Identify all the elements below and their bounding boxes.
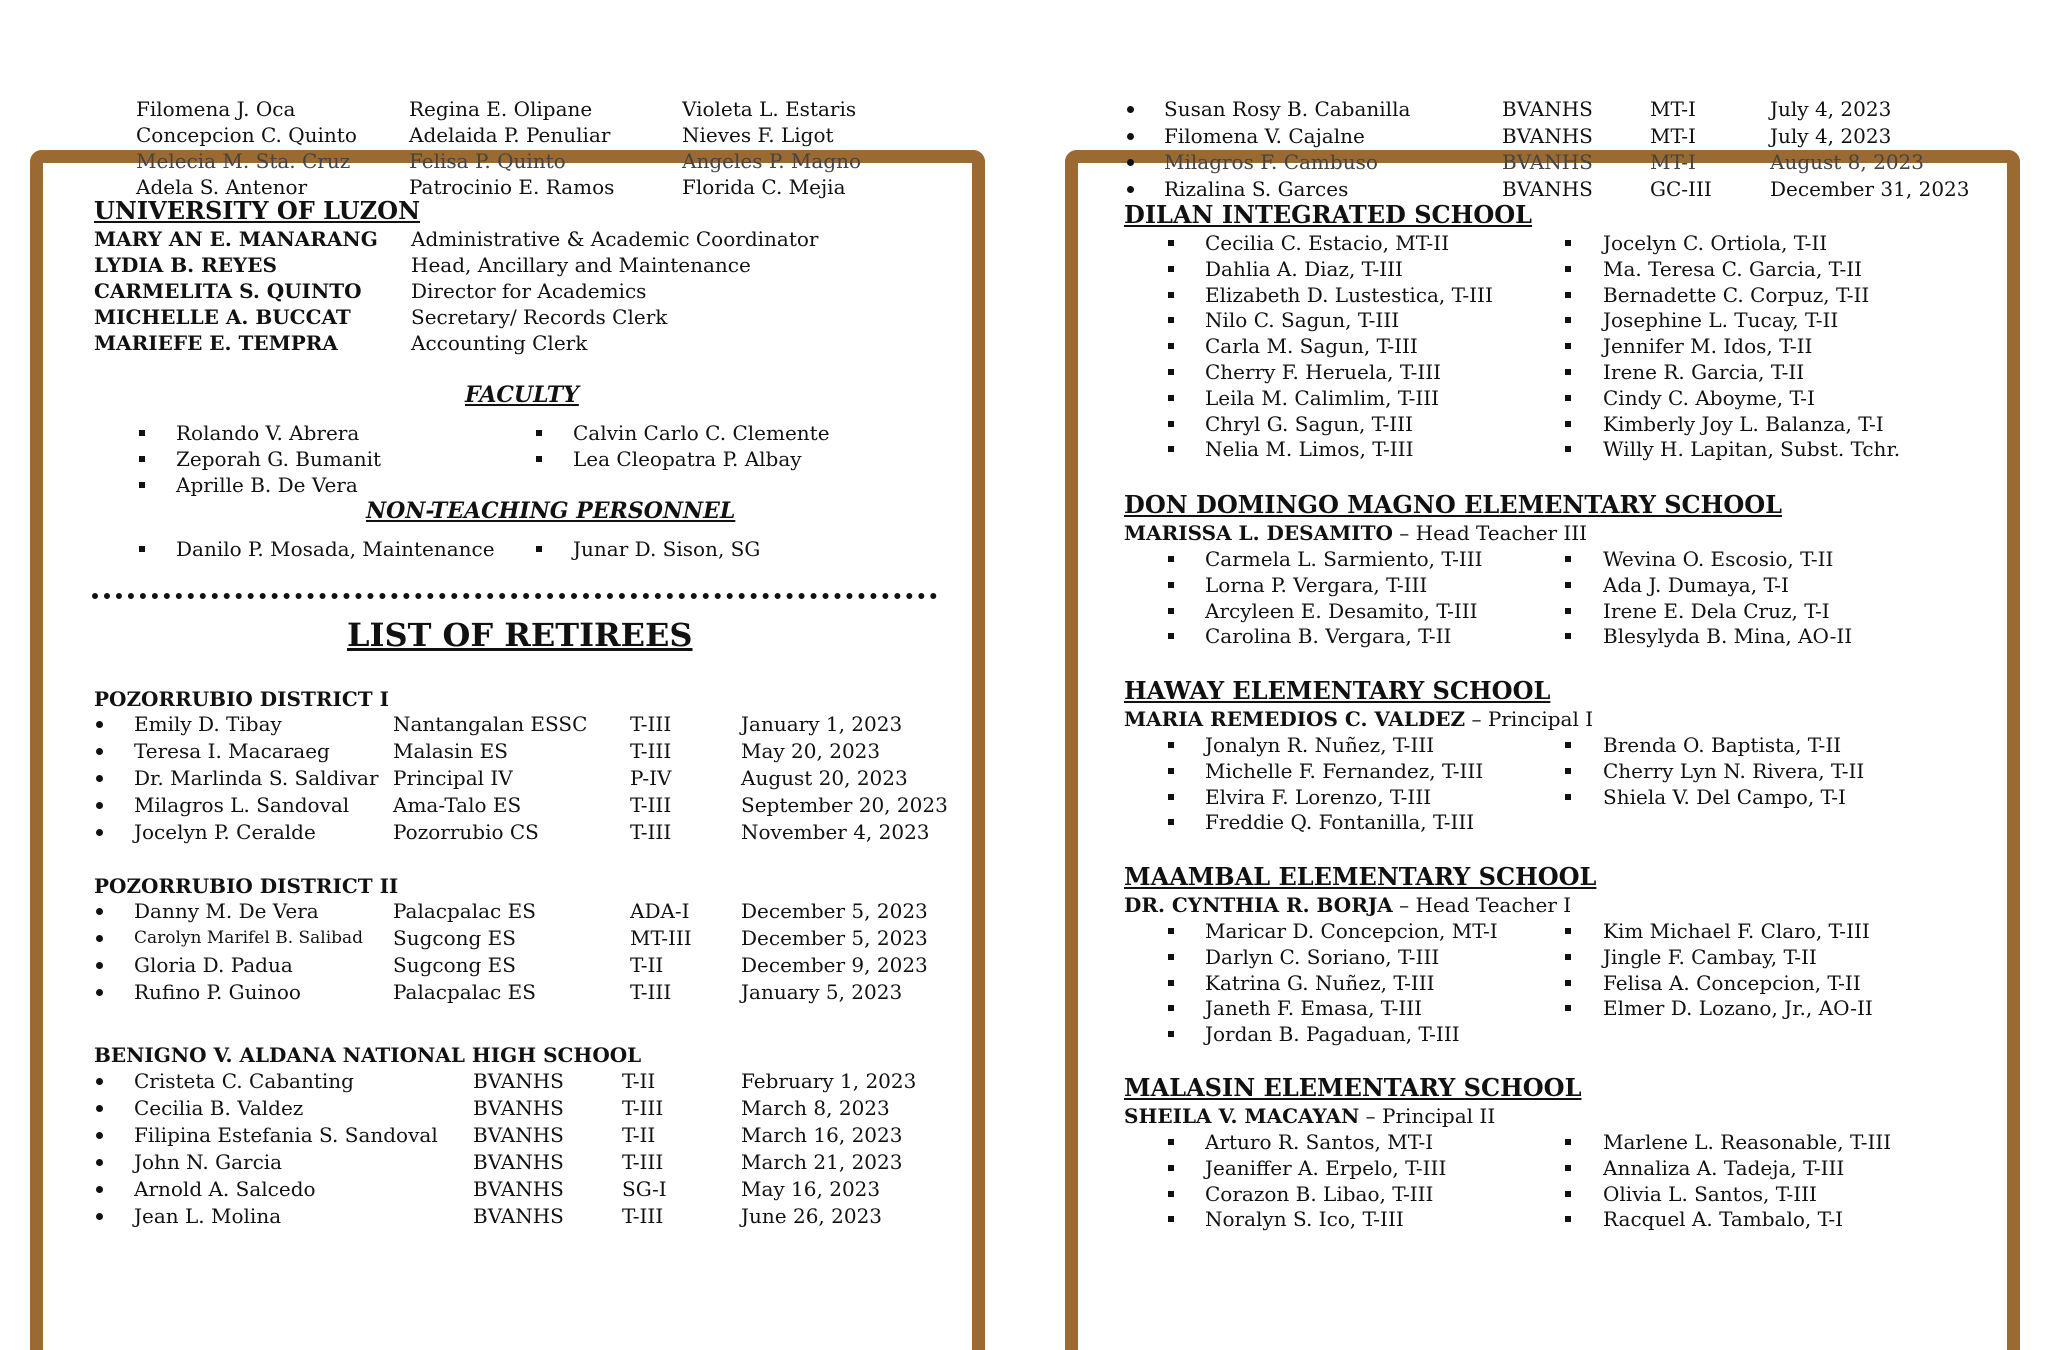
retiree-cell: December 31, 2023	[1770, 176, 1970, 201]
staff-item: Arcyleen E. Desamito, T-III	[1205, 598, 1478, 623]
staff-item: Noralyn S. Ico, T-III	[1205, 1207, 1404, 1232]
name-entry: Adelaida P. Penuliar	[409, 123, 611, 147]
staff-item: Brenda O. Baptista, T-II	[1603, 733, 1842, 757]
retiree-cell: Teresa I. Macaraeg	[134, 739, 330, 763]
staff-item: Cecilia C. Estacio, MT-II	[1205, 231, 1450, 255]
retiree-cell: John N. Garcia	[134, 1150, 283, 1174]
retiree-cell: March 16, 2023	[741, 1123, 903, 1147]
square-bullet-icon	[536, 546, 542, 552]
round-bullet-icon	[1127, 159, 1134, 166]
retiree-cell: March 8, 2023	[741, 1096, 890, 1120]
staff-name: CARMELITA S. QUINTO	[94, 279, 362, 303]
retiree-cell: Palacpalac ES	[393, 899, 536, 923]
retirees-title: LIST OF RETIREES	[347, 616, 693, 654]
name-entry: Angeles P. Magno	[682, 149, 862, 173]
name-entry: Violeta L. Estaris	[682, 97, 857, 121]
retiree-cell: Pozorrubio CS	[393, 820, 539, 844]
square-bullet-icon	[139, 546, 145, 552]
retiree-cell: Sugcong ES	[393, 953, 516, 977]
staff-item: Nelia M. Limos, T-III	[1205, 437, 1414, 462]
round-bullet-icon	[1127, 133, 1134, 140]
retiree-cell: BVANHS	[473, 1150, 564, 1174]
retiree-cell: Rufino P. Guinoo	[134, 980, 301, 1004]
staff-item: Kim Michael F. Claro, T-III	[1603, 919, 1870, 943]
square-bullet-icon	[1168, 1139, 1174, 1145]
nonteaching-item: Danilo P. Mosada, Maintenance	[176, 537, 495, 561]
retiree-cell: Susan Rosy B. Cabanilla	[1164, 97, 1411, 121]
round-bullet-icon	[96, 1159, 103, 1166]
name-entry: Patrocinio E. Ramos	[409, 175, 615, 199]
square-bullet-icon	[139, 456, 145, 462]
retiree-cell: December 9, 2023	[741, 953, 928, 977]
square-bullet-icon	[1565, 582, 1571, 588]
staff-item: Carolina B. Vergara, T-II	[1205, 624, 1452, 649]
retiree-cell: Arnold A. Salcedo	[134, 1177, 316, 1201]
head-name: MARISSA L. DESAMITO	[1124, 521, 1393, 545]
retiree-cell: Filomena V. Cajalne	[1164, 123, 1365, 148]
staff-item: Jennifer M. Idos, T-II	[1603, 334, 1813, 359]
square-bullet-icon	[1168, 421, 1174, 427]
name-entry: Florida C. Mejia	[682, 175, 846, 199]
square-bullet-icon	[1168, 582, 1174, 588]
retiree-cell: T-III	[630, 793, 672, 817]
retiree-cell: BVANHS	[473, 1123, 564, 1147]
square-bullet-icon	[1168, 1216, 1174, 1222]
retiree-cell: BVANHS	[1502, 150, 1593, 174]
head-name: SHEILA V. MACAYAN	[1124, 1104, 1360, 1128]
school-head	[1124, 706, 1593, 732]
faculty-item: Rolando V. Abrera	[176, 421, 360, 445]
retiree-cell: P-IV	[630, 766, 672, 790]
square-bullet-icon	[1565, 742, 1571, 748]
retiree-cell: Gloria D. Padua	[134, 953, 293, 977]
square-bullet-icon	[1565, 1005, 1571, 1011]
head-role: – Principal I	[1465, 707, 1594, 731]
square-bullet-icon	[1565, 928, 1571, 934]
retiree-cell: Milagros F. Cambuso	[1164, 150, 1378, 174]
round-bullet-icon	[96, 1105, 103, 1112]
retiree-cell: Milagros L. Sandoval	[134, 793, 350, 817]
retiree-cell: Sugcong ES	[393, 926, 516, 950]
retiree-cell: BVANHS	[473, 1177, 564, 1201]
square-bullet-icon	[1565, 421, 1571, 427]
retiree-cell: T-III	[630, 712, 672, 736]
retiree-cell: Rizalina S. Garces	[1164, 176, 1349, 201]
name-entry: Filomena J. Oca	[136, 97, 296, 121]
retiree-cell: T-II	[622, 1123, 656, 1147]
round-bullet-icon	[96, 1078, 103, 1085]
square-bullet-icon	[1168, 1031, 1174, 1037]
staff-item: Marlene L. Reasonable, T-III	[1603, 1130, 1892, 1154]
square-bullet-icon	[1565, 954, 1571, 960]
name-entry: Melecia M. Sta. Cruz	[136, 149, 351, 173]
retiree-cell: Jocelyn P. Ceralde	[134, 820, 316, 844]
staff-name: LYDIA B. REYES	[94, 253, 277, 277]
retiree-cell: BVANHS	[473, 1204, 564, 1228]
square-bullet-icon	[1168, 794, 1174, 800]
school-title: MALASIN ELEMENTARY SCHOOL	[1124, 1073, 1582, 1102]
staff-name: MARIEFE E. TEMPRA	[94, 331, 338, 355]
retiree-cell: December 5, 2023	[741, 926, 928, 950]
school-title: MAAMBAL ELEMENTARY SCHOOL	[1124, 862, 1597, 891]
square-bullet-icon	[1565, 292, 1571, 298]
staff-item: Arturo R. Santos, MT-I	[1205, 1130, 1434, 1154]
dotted-divider	[92, 593, 937, 599]
square-bullet-icon	[1565, 1191, 1571, 1197]
retiree-cell: Ama-Talo ES	[393, 793, 522, 817]
round-bullet-icon	[96, 935, 103, 942]
retiree-cell: August 20, 2023	[741, 766, 908, 790]
retiree-cell: January 5, 2023	[741, 980, 903, 1004]
square-bullet-icon	[1565, 266, 1571, 272]
retiree-cell: Carolyn Marifel B. Salibad	[134, 928, 364, 948]
retiree-cell: ADA-I	[630, 899, 690, 923]
name-entry: Felisa P. Quinto	[409, 149, 566, 173]
staff-item: Wevina O. Escosio, T-II	[1603, 547, 1834, 571]
staff-item: Jordan B. Pagaduan, T-III	[1205, 1022, 1460, 1047]
faculty-item: Zeporah G. Bumanit	[176, 447, 382, 471]
staff-item: Bernadette C. Corpuz, T-II	[1603, 282, 1870, 307]
square-bullet-icon	[1565, 1216, 1571, 1222]
school-title: HAWAY ELEMENTARY SCHOOL	[1124, 676, 1551, 705]
faculty-title: FACULTY	[465, 382, 579, 408]
retiree-cell: BVANHS	[1502, 176, 1593, 201]
staff-item: Freddie Q. Fontanilla, T-III	[1205, 810, 1475, 835]
retiree-cell: T-III	[630, 739, 672, 763]
staff-item: Elmer D. Lozano, Jr., AO-II	[1603, 996, 1873, 1021]
square-bullet-icon	[1565, 343, 1571, 349]
staff-item: Willy H. Lapitan, Subst. Tchr.	[1603, 437, 1901, 462]
round-bullet-icon	[96, 775, 103, 782]
district-title: POZORRUBIO DISTRICT II	[94, 874, 399, 898]
staff-name: MICHELLE A. BUCCAT	[94, 305, 351, 329]
square-bullet-icon	[1168, 343, 1174, 349]
square-bullet-icon	[1565, 369, 1571, 375]
retiree-cell: T-III	[630, 980, 672, 1004]
square-bullet-icon	[1565, 794, 1571, 800]
section-title: UNIVERSITY OF LUZON	[94, 196, 421, 225]
head-role: – Principal II	[1359, 1104, 1496, 1128]
retiree-cell: December 5, 2023	[741, 899, 928, 923]
staff-item: Ada J. Dumaya, T-I	[1603, 572, 1789, 597]
staff-item: Cherry Lyn N. Rivera, T-II	[1603, 758, 1865, 783]
square-bullet-icon	[1168, 928, 1174, 934]
retiree-cell: GC-III	[1650, 176, 1712, 201]
retiree-cell: Danny M. De Vera	[134, 899, 319, 923]
staff-item: Cherry F. Heruela, T-III	[1205, 360, 1442, 384]
retiree-cell: SG-I	[622, 1177, 667, 1201]
square-bullet-icon	[1168, 1165, 1174, 1171]
retiree-cell: August 8, 2023	[1770, 150, 1925, 174]
staff-item: Ma. Teresa C. Garcia, T-II	[1603, 256, 1863, 281]
square-bullet-icon	[1168, 266, 1174, 272]
staff-item: Janeth F. Emasa, T-III	[1205, 996, 1423, 1021]
staff-item: Carla M. Sagun, T-III	[1205, 334, 1418, 359]
square-bullet-icon	[536, 456, 542, 462]
head-role: – Head Teacher I	[1392, 893, 1572, 917]
staff-item: Jonalyn R. Nuñez, T-III	[1205, 733, 1435, 757]
retiree-cell: Emily D. Tibay	[134, 712, 282, 736]
round-bullet-icon	[96, 1186, 103, 1193]
square-bullet-icon	[1565, 240, 1571, 246]
staff-item: Maricar D. Concepcion, MT-I	[1205, 919, 1498, 943]
head-role: – Head Teacher III	[1392, 521, 1588, 545]
square-bullet-icon	[1565, 1139, 1571, 1145]
staff-name: MARY AN E. MANARANG	[94, 227, 378, 251]
retiree-cell: MT-I	[1650, 97, 1696, 121]
retiree-cell: July 4, 2023	[1770, 123, 1892, 148]
round-bullet-icon	[96, 829, 103, 836]
staff-item: Katrina G. Nuñez, T-III	[1205, 970, 1435, 995]
name-entry: Adela S. Antenor	[136, 175, 308, 199]
staff-role: Head, Ancillary and Maintenance	[411, 253, 751, 277]
square-bullet-icon	[1168, 556, 1174, 562]
staff-item: Cindy C. Aboyme, T-I	[1603, 385, 1815, 410]
retiree-cell: T-III	[622, 1204, 664, 1228]
retiree-cell: Dr. Marlinda S. Saldivar	[134, 766, 379, 790]
retiree-cell: Palacpalac ES	[393, 980, 536, 1004]
retiree-cell: February 1, 2023	[741, 1069, 917, 1093]
head-name: MARIA REMEDIOS C. VALDEZ	[1124, 707, 1466, 731]
square-bullet-icon	[1168, 608, 1174, 614]
nonteaching-item: Junar D. Sison, SG	[573, 537, 761, 561]
staff-item: Nilo C. Sagun, T-III	[1205, 308, 1400, 333]
square-bullet-icon	[1565, 768, 1571, 774]
retiree-cell: July 4, 2023	[1770, 97, 1892, 121]
staff-item: Elvira F. Lorenzo, T-III	[1205, 784, 1432, 809]
faculty-item: Calvin Carlo C. Clemente	[573, 421, 830, 445]
school-head	[1124, 1103, 1495, 1129]
staff-item: Carmela L. Sarmiento, T-III	[1205, 547, 1483, 571]
staff-item: Lorna P. Vergara, T-III	[1205, 572, 1428, 597]
head-name: DR. CYNTHIA R. BORJA	[1124, 893, 1393, 917]
square-bullet-icon	[1565, 556, 1571, 562]
staff-role: Director for Academics	[411, 279, 647, 303]
retiree-cell: Malasin ES	[393, 739, 508, 763]
retiree-cell: May 20, 2023	[741, 739, 881, 763]
round-bullet-icon	[1127, 186, 1134, 193]
staff-item: Racquel A. Tambalo, T-I	[1603, 1207, 1844, 1232]
staff-item: Leila M. Calimlim, T-III	[1205, 385, 1440, 410]
square-bullet-icon	[1168, 240, 1174, 246]
square-bullet-icon	[1565, 395, 1571, 401]
square-bullet-icon	[1565, 608, 1571, 614]
retiree-cell: BVANHS	[473, 1096, 564, 1120]
retiree-cell: Filipina Estefania S. Sandoval	[134, 1123, 438, 1147]
name-entry: Concepcion C. Quinto	[136, 123, 357, 147]
square-bullet-icon	[1565, 317, 1571, 323]
retiree-cell: November 4, 2023	[741, 820, 930, 844]
square-bullet-icon	[1565, 980, 1571, 986]
round-bullet-icon	[96, 1213, 103, 1220]
square-bullet-icon	[1565, 1165, 1571, 1171]
staff-item: Darlyn C. Soriano, T-III	[1205, 944, 1440, 969]
square-bullet-icon	[536, 430, 542, 436]
staff-role: Accounting Clerk	[411, 331, 588, 355]
retiree-cell: September 20, 2023	[741, 793, 948, 817]
staff-role: Secretary/ Records Clerk	[411, 305, 668, 329]
square-bullet-icon	[139, 482, 145, 488]
faculty-item: Aprille B. De Vera	[176, 473, 358, 497]
retiree-cell: Nantangalan ESSC	[393, 712, 588, 736]
nonteaching-title: NON-TEACHING PERSONNEL	[366, 498, 736, 524]
round-bullet-icon	[96, 802, 103, 809]
faculty-item: Lea Cleopatra P. Albay	[573, 447, 802, 471]
school-head	[1124, 892, 1571, 918]
staff-item: Josephine L. Tucay, T-II	[1603, 308, 1839, 333]
staff-item: Felisa A. Concepcion, T-II	[1603, 970, 1861, 995]
staff-item: Michelle F. Fernandez, T-III	[1205, 758, 1484, 783]
retiree-cell: T-III	[622, 1096, 664, 1120]
square-bullet-icon	[1168, 633, 1174, 639]
round-bullet-icon	[96, 908, 103, 915]
round-bullet-icon	[96, 989, 103, 996]
name-entry: Regina E. Olipane	[409, 97, 593, 121]
square-bullet-icon	[1168, 395, 1174, 401]
square-bullet-icon	[1168, 980, 1174, 986]
retiree-cell: T-II	[622, 1069, 656, 1093]
square-bullet-icon	[139, 430, 145, 436]
retiree-cell: T-III	[622, 1150, 664, 1174]
round-bullet-icon	[96, 721, 103, 728]
retiree-cell: Cristeta C. Cabanting	[134, 1069, 354, 1093]
staff-item: Elizabeth D. Lustestica, T-III	[1205, 282, 1493, 307]
round-bullet-icon	[96, 748, 103, 755]
staff-item: Corazon B. Libao, T-III	[1205, 1181, 1434, 1206]
round-bullet-icon	[1127, 106, 1134, 113]
staff-item: Olivia L. Santos, T-III	[1603, 1181, 1817, 1206]
square-bullet-icon	[1168, 768, 1174, 774]
retiree-cell: Principal IV	[393, 766, 513, 790]
retiree-cell: BVANHS	[473, 1069, 564, 1093]
retiree-cell: MT-I	[1650, 123, 1696, 148]
staff-item: Irene R. Garcia, T-II	[1603, 360, 1805, 384]
round-bullet-icon	[96, 1132, 103, 1139]
retiree-cell: Cecilia B. Valdez	[134, 1096, 304, 1120]
staff-role: Administrative & Academic Coordinator	[411, 227, 819, 251]
retiree-cell: January 1, 2023	[741, 712, 903, 736]
square-bullet-icon	[1565, 446, 1571, 452]
retiree-cell: T-III	[630, 820, 672, 844]
retiree-cell: MT-III	[630, 926, 692, 950]
square-bullet-icon	[1168, 954, 1174, 960]
square-bullet-icon	[1168, 446, 1174, 452]
square-bullet-icon	[1168, 292, 1174, 298]
staff-item: Jeaniffer A. Erpelo, T-III	[1205, 1155, 1447, 1180]
staff-item: Jocelyn C. Ortiola, T-II	[1603, 231, 1828, 255]
school-title: DILAN INTEGRATED SCHOOL	[1124, 200, 1533, 229]
staff-item: Chryl G. Sagun, T-III	[1205, 411, 1413, 436]
retiree-cell: BVANHS	[1502, 97, 1593, 121]
staff-item: Jingle F. Cambay, T-II	[1603, 944, 1817, 969]
name-entry: Nieves F. Ligot	[682, 123, 834, 147]
square-bullet-icon	[1168, 742, 1174, 748]
school-title: BENIGNO V. ALDANA NATIONAL HIGH SCHOOL	[94, 1043, 642, 1067]
district-title: POZORRUBIO DISTRICT I	[94, 687, 389, 711]
square-bullet-icon	[1168, 819, 1174, 825]
school-title: DON DOMINGO MAGNO ELEMENTARY SCHOOL	[1124, 490, 1783, 519]
staff-item: Kimberly Joy L. Balanza, T-I	[1603, 411, 1884, 436]
staff-item: Irene E. Dela Cruz, T-I	[1603, 598, 1830, 623]
round-bullet-icon	[96, 962, 103, 969]
retiree-cell: March 21, 2023	[741, 1150, 903, 1174]
school-head	[1124, 520, 1587, 546]
staff-item: Blesylyda B. Mina, AO-II	[1603, 624, 1853, 649]
retiree-cell: MT-I	[1650, 150, 1696, 174]
retiree-cell: Jean L. Molina	[134, 1204, 282, 1228]
retiree-cell: May 16, 2023	[741, 1177, 881, 1201]
staff-item: Dahlia A. Diaz, T-III	[1205, 256, 1403, 281]
square-bullet-icon	[1168, 1005, 1174, 1011]
retiree-cell: June 26, 2023	[741, 1204, 883, 1228]
retiree-cell: BVANHS	[1502, 123, 1593, 148]
staff-item: Annaliza A. Tadeja, T-III	[1603, 1155, 1845, 1180]
staff-item: Shiela V. Del Campo, T-I	[1603, 784, 1846, 809]
square-bullet-icon	[1565, 633, 1571, 639]
square-bullet-icon	[1168, 317, 1174, 323]
square-bullet-icon	[1168, 1191, 1174, 1197]
retiree-cell: T-II	[630, 953, 664, 977]
square-bullet-icon	[1168, 369, 1174, 375]
